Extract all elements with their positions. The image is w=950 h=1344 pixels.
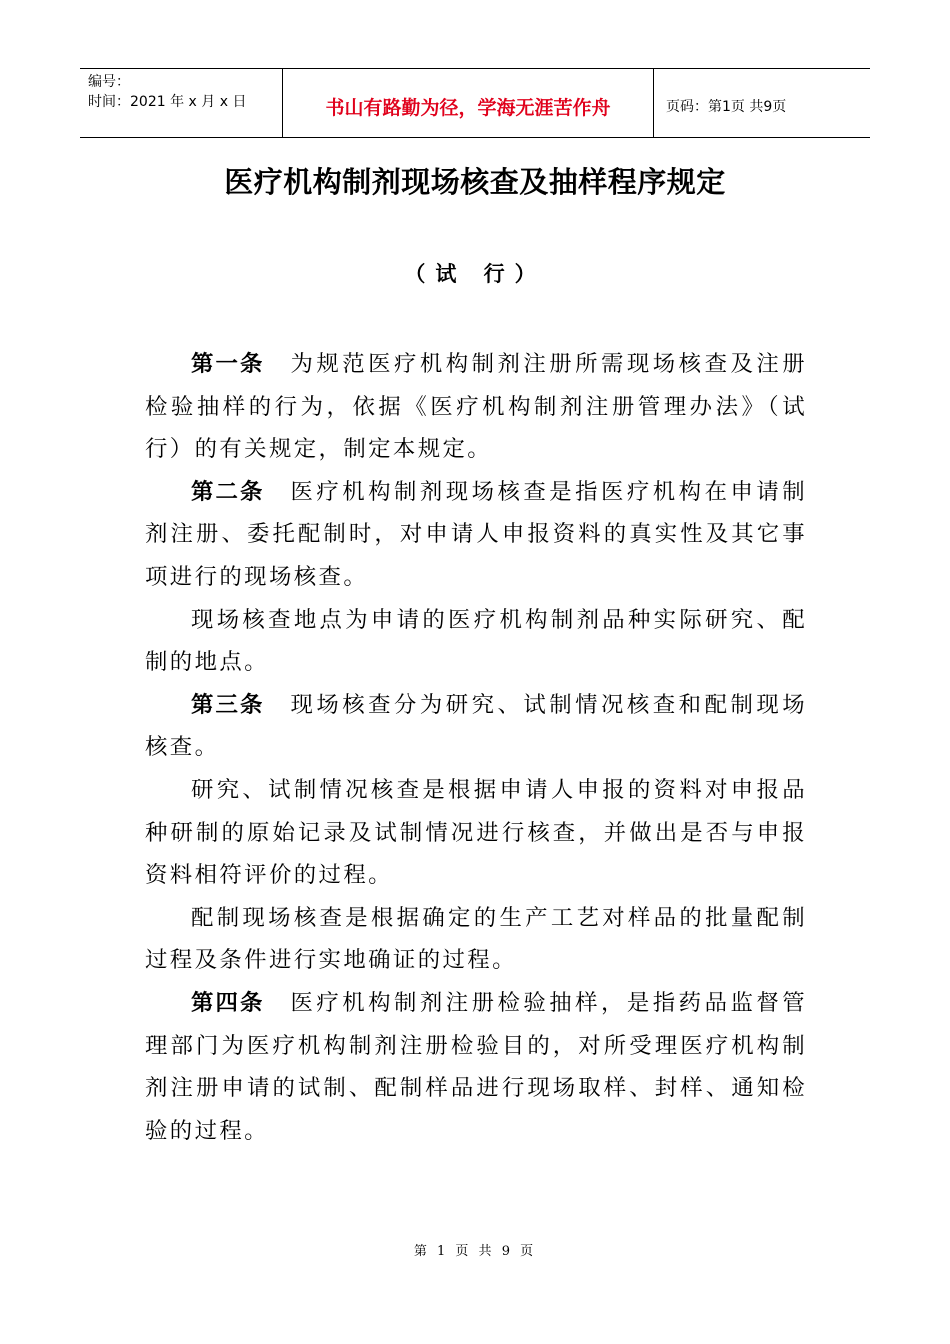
document-title: 医疗机构制剂现场核查及抽样程序规定 xyxy=(224,165,726,199)
paragraph xyxy=(145,897,807,982)
header-meta xyxy=(80,69,280,137)
article-label: 第三条 xyxy=(191,691,265,718)
header-table xyxy=(80,68,870,138)
paragraph-text: 医疗机构制剂注册检验抽样，是指药品监督管理部门为医疗机构制剂注册检验目的，对所受理医疗机构制剂注册申请的试制、配制样品进行现场取样、封样、通知检验的过程。 xyxy=(145,989,808,1144)
paragraph-text: 配制现场核查是根据确定的生产工艺对样品的批量配制过程及条件进行实地确证的过程。 xyxy=(145,904,807,974)
paragraph xyxy=(145,769,807,897)
page-footer: 第 1 页 共 9 页 xyxy=(413,1244,537,1259)
document-body xyxy=(145,343,807,1152)
paragraph xyxy=(145,982,807,1152)
header-page-info: 页码：第1页 共9页 xyxy=(666,99,787,115)
paragraph xyxy=(145,471,807,599)
paragraph xyxy=(145,343,807,471)
paragraph xyxy=(145,599,807,684)
paragraph-text: 现场核查分为研究、试制情况核查和配制现场核查。 xyxy=(145,691,808,761)
article-label: 第四条 xyxy=(191,989,265,1016)
time-label: 时间：2021 年 x 月 x 日 xyxy=(88,94,247,110)
document-subtitle: （试 行） xyxy=(404,262,546,286)
paragraph xyxy=(145,684,807,769)
paragraph-text: 现场核查地点为申请的医疗机构制剂品种实际研究、配制的地点。 xyxy=(145,606,807,676)
paragraph-text: 研究、试制情况核查是根据申请人申报的资料对申报品种研制的原始记录及试制情况进行核查，并做出是否与申报资料相符评价的过程。 xyxy=(145,776,807,889)
paragraph-text: 医疗机构制剂现场核查是指医疗机构在申请制剂注册、委托配制时，对申请人申报资料的真实性及其它事项进行的现场核查。 xyxy=(145,478,808,590)
header-motto: 书山有路勤为径，学海无涯苦作舟 xyxy=(282,69,654,137)
article-label: 第一条 xyxy=(191,351,265,377)
paragraph-text: 为规范医疗机构制剂注册所需现场核查及注册检验抽样的行为，依据《医疗机构制剂注册管理办法》（试行）的有关规定，制定本规定。 xyxy=(145,351,808,463)
number-label: 编号： xyxy=(88,74,130,90)
article-label: 第二条 xyxy=(191,478,265,505)
